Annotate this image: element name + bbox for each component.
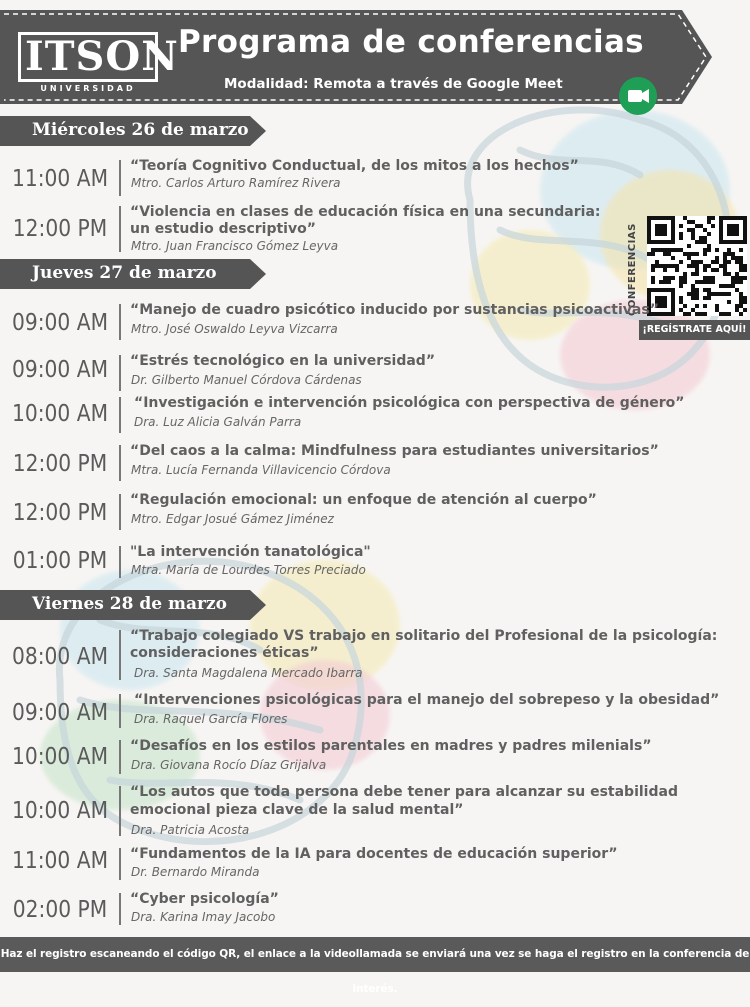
talk-speaker: Mtro. Edgar Josué Gámez Jiménez [131,512,334,526]
talk-speaker: Dra. Santa Magdalena Mercado Ibarra [134,666,363,680]
talk-title: “Trabajo colegiado VS trabajo en solitario del Profesional de la psicología: [130,628,718,644]
talk-speaker: Mtro. José Oswaldo Leyva Vizcarra [131,322,338,336]
talk-title: “Manejo de cuadro psicótico inducido por sustancias psicoactivas” [130,302,659,318]
talk-speaker: Dra. Karina Imay Jacobo [131,910,276,924]
day-banner-thursday [0,259,268,289]
day-label: Miércoles 26 de marzo [32,120,249,140]
talk-title: “Intervenciones psicológicas para el manejo del sobrepeso y la obesidad” [134,692,720,708]
divider [119,740,121,774]
talk-time: 11:00 AM [11,166,109,192]
divider [119,694,121,728]
divider [119,494,121,530]
register-cta[interactable]: ¡REGÍSTRATE AQUÍ! [639,320,750,340]
talk-title: un estudio descriptivo” [130,221,316,237]
talk-speaker: Dra. Luz Alicia Galván Parra [134,415,302,429]
talk-speaker: Dra. Raquel García Flores [134,712,288,726]
day-banner-friday [0,590,268,620]
talk-title: "La intervención tanatológica" [130,544,371,560]
talk-title: “Del caos a la calma: Mindfulness para estudiantes universitarios” [130,443,659,459]
talk-time: 10:00 AM [11,744,109,770]
talk-title: “Teoría Cognitivo Conductual, de los mitos a los hechos” [130,158,579,174]
divider [119,206,121,252]
talk-speaker: Dr. Gilberto Manuel Córdova Cárdenas [131,373,362,387]
divider [119,893,121,925]
logo-wordmark: ITSON [18,32,158,82]
google-meet-icon [618,76,658,116]
day-label: Jueves 27 de marzo [32,263,217,283]
day-banner-wednesday [0,116,268,146]
talk-time: 10:00 AM [11,798,109,824]
page-title: Programa de conferencias [178,24,644,60]
day-label: Viernes 28 de marzo [32,594,227,614]
talk-time: 10:00 AM [11,401,109,427]
logo-subtitle: UNIVERSIDAD [40,84,136,93]
talk-speaker: Mtro. Carlos Arturo Ramírez Rivera [131,176,341,190]
talk-time: 09:00 AM [11,310,109,336]
divider [119,546,121,578]
talk-time: 12:00 PM [12,451,108,477]
talk-speaker: Mtra. Lucía Fernanda Villavicencio Córdova [131,463,391,477]
header-banner [0,10,712,104]
talk-speaker: Dra. Patricia Acosta [131,823,250,837]
divider [119,304,121,340]
talk-time: 11:00 AM [11,848,109,874]
divider [119,786,121,836]
talk-title: “Desafíos en los estilos parentales en madres y padres milenials” [130,738,652,754]
talk-time: 02:00 PM [12,897,108,923]
talk-title: emocional pieza clave de la salud mental” [130,802,464,818]
registration-qr[interactable] [627,212,750,342]
talk-title: “Investigación e intervención psicológica con perspectiva de género” [134,395,685,411]
talk-title: consideraciones éticas” [130,645,319,661]
talk-title: “Fundamentos de la IA para docentes de educación superior” [130,846,618,862]
talk-title: “Los autos que toda persona debe tener para alcanzar su estabilidad [130,784,678,800]
divider [119,848,121,880]
talk-speaker: Dra. Giovana Rocío Díaz Grijalva [131,758,327,772]
talk-speaker: Dr. Bernardo Miranda [131,865,260,879]
talk-time: 08:00 AM [11,644,109,670]
qr-code-icon[interactable] [647,216,747,316]
divider [119,630,121,680]
talk-time: 12:00 PM [12,216,108,242]
divider [119,445,121,481]
talk-title: “Cyber psicología” [130,891,279,907]
footer-note: Haz el registro escaneando el código QR, el enlace a la videollamada se enviará una vez se haga el registro en la conferencia de interés. [0,937,750,972]
talk-title: “Estrés tecnológico en la universidad” [130,353,436,369]
talk-time: 01:00 PM [12,548,108,574]
divider [119,397,121,433]
talk-speaker: Mtra. María de Lourdes Torres Preciado [131,563,366,577]
talk-title: “Violencia en clases de educación física en una secundaria: [130,204,601,220]
talk-speaker: Mtro. Juan Francisco Gómez Leyva [131,239,339,253]
divider [119,355,121,391]
talk-title: “Regulación emocional: un enfoque de atención al cuerpo” [130,492,597,508]
itson-logo [18,32,179,94]
talk-time: 12:00 PM [12,500,108,526]
talk-time: 09:00 AM [11,357,109,383]
qr-side-label: CONFERENCIAS [627,223,638,316]
modality-subtitle: Modalidad: Remota a través de Google Meet [224,76,563,92]
divider [119,160,121,196]
talk-time: 09:00 AM [11,700,109,726]
